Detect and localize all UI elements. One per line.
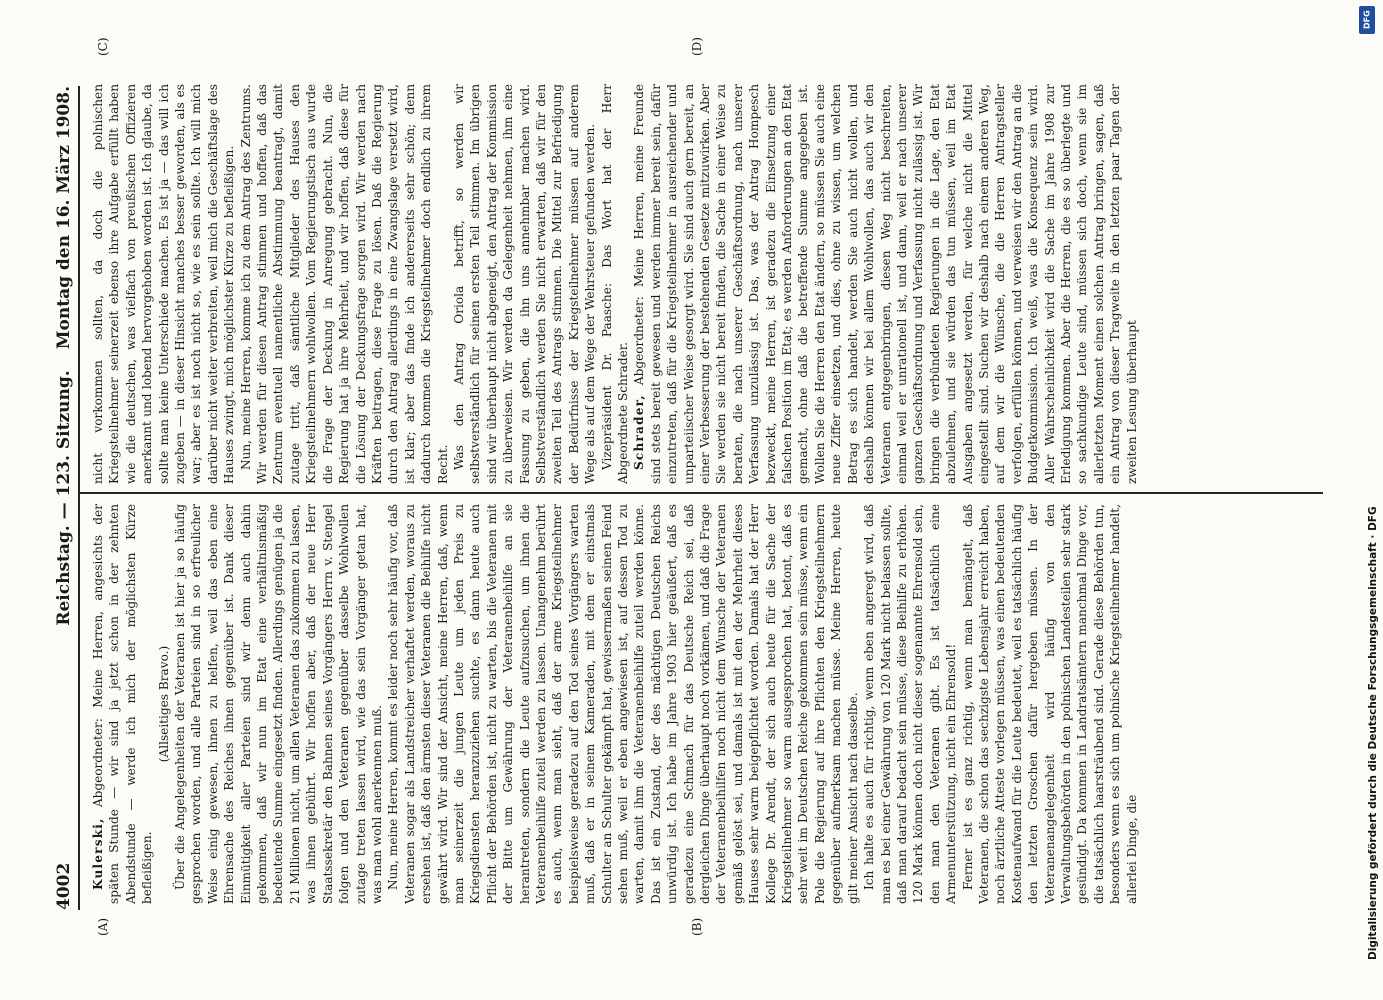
paragraph [960,504,1140,904]
page-header [50,86,80,910]
paragraph [90,84,238,484]
paragraph [631,84,1140,484]
right-column [90,84,1323,484]
paragraph-text: Abgeordneter: Meine Herren, meine Freunde sind stets bereit gewesen und werden immer bereit sein, dafür einzutreten, daß für die Kriegsteilnehmer in ausreichender und unparteiischer Weise gesorgt wird. Sie sind auch gern bereit, an einer Verbesserung der bestehenden Gesetze mitzuwirken. Aber Sie werden sie nicht bereit finden, die Sache in einer Weise zu beraten, die nach unserer Geschäftsordnung, nach unserer Verfassung unzulässig ist. Das, was der Antrag Hompesch bezweckt, meine Herren, ist geradezu die Einsetzung einer falschen Position im Etat; es werden Anforderungen an den Etat gemacht, ohne daß die betreffende Summe angegeben ist. Wollen Sie die Herren den Etat ändern, so müssen Sie auch eine neue Ziffer einsetzen, und dies, ohne zu wissen, um welchen Betrag es sich handelt, werden Sie auch nicht wollen, und deshalb können wir bei allem Wohlwollen, das auch wir den Veteranen entgegenbringen, diesen Weg nicht beschreiten, einmal weil er unrationell ist, und dann, weil er nach unserer ganzen Geschäftsordnung und Verfassung nicht zulässig ist. Wir bringen die verbündeten Regierungen in die Lage, den Etat abzulehnen, und sie würden das tun müssen, weil im Etat Ausgaben angesetzt werden, für welche nicht die Mittel eingestellt sind. Suchen wir deshalb nach einem anderen Weg, auf dem wir die Wünsche, die die Herren Antragsteller verfolgen, erfüllen können, und verweisen wir den Antrag an die Budgetkommission. Ich weiß, was die Konsequenz sein wird. Aller Wahrscheinlichkeit wird die Sache im Jahre 1908 zur Erledigung kommen. Aber die Herren, die es so überlegte und so sachkundige Leute sind, müssen sich doch, wenn sie im allerletzten Moment einen solchen Antrag bringen, sagen, daß ein Antrag von dieser Tragweite in den letzten paar Tagen der zweiten Lesung überhaupt [632,84,1139,484]
paragraph-text: Nun, meine Herren, kommt es leider noch sehr häufig vor, daß Veteranen sogar als Landstreicher verhaftet werden, woraus zu ersehen ist, daß den ärmsten dieser Veteranen die Beihilfe nicht gewährt wird. Wir sind der Ansicht, meine Herren, daß, wenn man seinerzeit die jungen Leute um jeden Preis zu Kriegsdiensten heranzuziehen suchte, es dann heute auch Pflicht der Behörden ist, nicht zu warten, bis die Veteranen mit der Bitte um Gewährung der Veteranenbeihilfe an sie herantreten, sondern die Leute aufzusuchen, um ihnen die Veteranenbeihilfe zuteil werden zu lassen. Unangenehm berührt es auch, wenn man sieht, daß der arme Kriegsteilnehmer beispielsweise geradezu auf den Tod seines Vorgängers warten muß, daß er in seinem Kameraden, mit dem er einstmals Schulter an Schulter gekämpft hat, gewissermaßen seinen Feind sehen muß, weil er eben angewiesen ist, auf dessen Tod zu warten, damit ihm die Veteranenbeihilfe zuteil werden könne. Das ist ein Zustand, der des mächtigen Deutschen Reichs unwürdig ist. Ich habe im Jahre 1903 hier geäußert, daß es geradezu eine Schmach für das Deutsche Reich sei, daß dergleichen Dinge überhaupt noch vorkämen, und daß die Frage der Veteranenbeihilfen noch nicht dem Wunsche der Veteranen gemäß gelöst sei, und damals ist mit den der Mehrheit dieses Hauses sehr warm beigepflichtet worden. Damals hat der Herr Kollege Dr. Arendt, der sich auch heute für die Sache der Kriegsteilnehmer so warm ausgesprochen hat, betont, daß es sehr weit im Deutschen Reiche gekommen sein müsse, wenn ein Pole die Regierung auf ihre Pflichten den Kriegsteilnehmern gegenüber aufmerksam machen müsse. Meine Herren, heute gilt meiner Ansicht nach dasselbe. [386,504,860,904]
paragraph-text: Über die Angelegenheiten der Veteranen ist hier ja so häufig gesprochen worden, und alle Parteien sind in so erfreulicher Weise einig gewesen, ihnen zu helfen, weil das eben eine Ehrensache des Reiches ihnen gegenüber ist. Dank dieser Einmütigkeit aller Parteien sind wir denn auch dahin gekommen, daß wir nun im Etat eine verhältnismäßig bedeutende Summe eingesetzt finden. Allerdings genügen ja die 21 Millionen nicht, um allen Veteranen das zukommen zu lassen, was ihnen gebührt. Wir hoffen aber, daß der neue Herr Staatssekretär den Bahnen seines Vorgängers Herrn v. Stengel folgen und den Veteranen gegenüber dasselbe Wohlwollen zutage treten lassen wird, wie das sein Vorgänger getan hat, was man wohl anerkennen muß. [173,504,384,904]
paragraph [385,504,861,904]
paragraph-text: Nun, meine Herren, komme ich zu dem Antrag des Zentrums. Wir werden für diesen Antrag stimmen und hoffen, daß das Zentrum eventuell namentliche Abstimmung beantragt, damit zutage tritt, daß sämtliche Mitglieder des Hauses den Kriegsteilnehmern wohlwollen. Vom Regierungstisch aus wurde die Frage der Deckung in Anregung gebracht. Nun, die Regierung hat ja ihre Mehrheit, und wir hoffen, daß diese für die Lösung der Deckungsfrage sorgen wird. Wir werden nach Kräften beitragen, diese Frage zu lösen. Daß die Regierung durch den Antrag allerdings in eine Zwangslage versetzt wird, ist klar; aber das finde ich andererseits sehr schön; denn dadurch kommen die Kriegsteilnehmer doch endlich zu ihrem Recht. [238,84,450,484]
paragraph [599,84,632,484]
paragraph-text: Was den Antrag Oriola betrifft, so werden wir selbstverständlich für seinen ersten Teil stimmen. Im übrigen sind wir überhaupt nicht abgeneigt, den Antrag der Kommission zu überweisen. Wir werden da Gelegenheit nehmen, ihm eine Fassung zu geben, die ihn uns annehmbar machen wird. Selbstverständlich werden Sie nicht erwarten, daß wir für den zweiten Teil des Antrags stimmen. Die Mittel zur Befriedigung der Bedürfnisse der Kriegsteilnehmer müssen auf anderem Wege als auf dem Wege der Wehrsteuer gefunden werden. [451,84,598,484]
page-number: 4002 [54,862,74,910]
paragraph-text: Ich halte es auch für richtig, wenn eben angeregt wird, daß man es bei einer Gewährung von 120 Mark nicht belassen sollte, daß man darauf bedacht sein müsse, diese Beihilfe zu erhöhen. 120 Mark können doch nicht dieser sogenannte Ehrensold sein, den man den Veteranen gibt. Es ist tatsächlich eine Armenunterstützung, nicht ein Ehrensold! [862,504,959,904]
margin-marker-b: (B) [690,917,704,936]
speaker-name: Kulerski, [91,817,105,890]
paragraph [172,504,385,904]
margin-marker-a: (A) [96,917,110,936]
digitization-credit [1351,0,1383,1000]
paragraph: (Allseitiges Bravo.) [156,645,171,763]
margin-marker-d: (D) [690,37,704,56]
paragraph-text: Ferner ist es ganz richtig, wenn man bemängelt, daß Veteranen, die schon das sechzigste Lebensjahr erreicht haben, noch ärztliche Atteste vorlegen müssen, was einen bedeutenden Kostenaufwand für die Leute bedeutet, weil es tatsächlich häufig den letzten Groschen dafür hergeben müssen. In der Veteranenangelegenheit wird häufig von den Verwaltungsbehörden in den polnischen Landesteilen sehr stark gesündigt. Da kommen in Landratsämtern manchmal Dinge vor, die tatsächlich haarsträubend sind. Gerade diese Behörden tun, besonders wenn es sich um polnische Kriegsteilnehmer handelt, allerlei Dinge, die [960,504,1139,904]
paragraph-text: Abgeordneter: Meine Herren, angesichts der späten Stunde — wir sind ja jetzt schon in der zehnten Abendstunde — werde ich mich der möglichsten Kürze befleißigen. [91,504,155,904]
margin-marker-c: (C) [96,37,110,56]
paragraph-text: nicht vorkommen sollten, da doch die polnischen Kriegsteilnehmer seinerzeit ebenso ihre Aufgabe erfüllt haben wie die deutschen, was vielfach von preußischen Offizieren anerkannt und lobend hervorgehoben worden ist. Ich glaube, da sollte man keine Unterschiede machen. Es ist ja — das will ich zugeben — in dieser Hinsicht manches besser geworden, als es war; aber es ist noch nicht so, wie es sein sollte. Ich will mich darüber nicht weiter verbreiten, weil mich die Geschäftslage des Hauses zwingt, mich möglichster Kürze zu befleißigen. [91,84,237,484]
left-column [90,504,1323,904]
session-title: Reichstag. — 123. Sitzung. [54,370,74,626]
speaker-name: Schrader, [632,394,647,470]
session-date: Montag den 16. März 1908. [54,86,74,350]
paragraph [90,504,156,904]
credit-text: Digitalisierung gefördert durch die Deutsche Forschungsgemeinschaft · DFG [1367,506,1379,960]
paragraph [861,504,959,904]
paragraph-text: Vizepräsident Dr. Paasche: Das Wort hat der Herr Abgeordnete Schrader. [599,84,630,484]
dfg-logo: DFG [1359,6,1375,34]
paragraph [238,84,451,484]
paragraph [451,84,599,484]
column-divider [80,492,1323,494]
